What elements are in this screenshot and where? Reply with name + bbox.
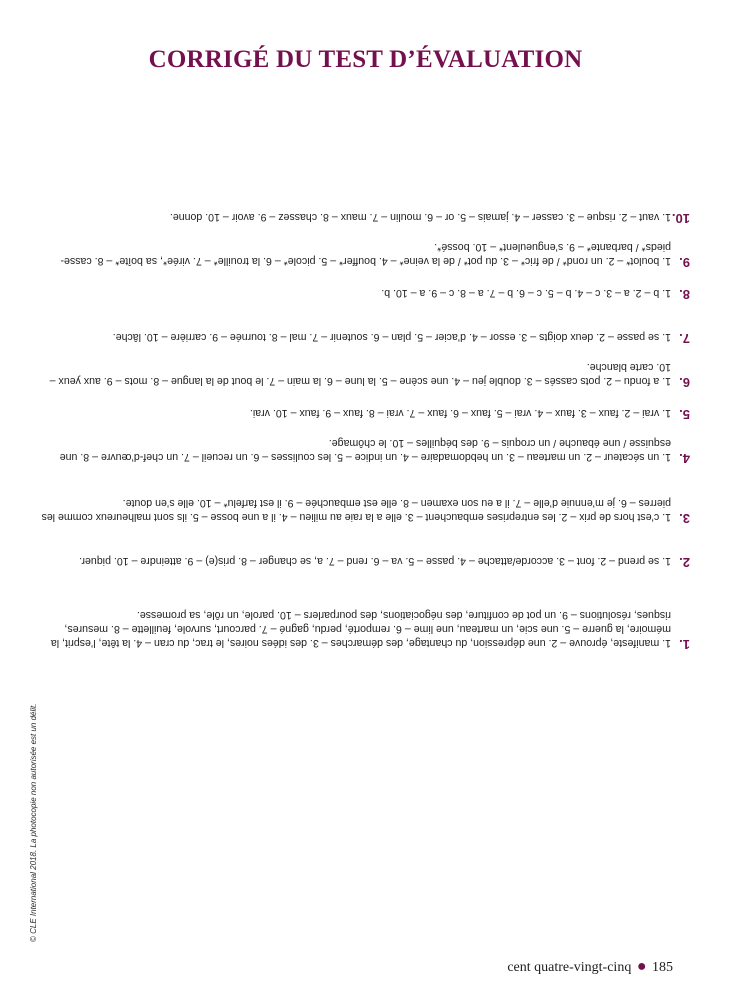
bullet-separator-icon: ●	[636, 958, 647, 975]
answer-item-5	[40, 406, 690, 420]
page-title: CORRIGÉ DU TEST D’ÉVALUATION	[148, 46, 583, 73]
answer-item-10	[40, 210, 690, 224]
answer-text: 1. manifeste, éprouve – 2. une dépression, du chantage, des démarches – 3. des idées noires, le trac, du cran – 4. la tête, l’esprit, la mémoire, la guerre – 5. une scie, un marteau, une lime – 6. remporté, perdu, gagné – 7. parcourt, survole, feuillette – 8. mesures, risques, résolutions – 9. un pot de confiture, des négociations, des pourparlers – 10. parole, un rôle, sa promesse.	[50, 608, 671, 649]
answer-number: 7.	[679, 331, 690, 346]
answer-key-rotated	[40, 190, 690, 650]
answer-item-9	[40, 240, 690, 268]
copyright-notice: © CLE International 2018. La photocopie non autorisée est un délit.	[29, 703, 38, 942]
page-number-words: cent quatre-vingt-cinq	[507, 960, 632, 975]
answer-number: 1.	[679, 637, 690, 652]
answer-text: 1. se prend – 2. font – 3. accorde/attache – 4. passe – 5. va – 6. rend – 7. a, se changer – 8. pris(e) – 9. atteindre – 10. piquer.	[79, 555, 671, 567]
answer-item-6	[40, 360, 690, 388]
answer-item-3	[40, 496, 690, 524]
answer-item-1	[40, 607, 690, 650]
answer-number: 4.	[679, 451, 690, 466]
answer-number: 3.	[679, 511, 690, 526]
answer-number: 2.	[679, 555, 690, 570]
answer-item-8	[40, 286, 690, 300]
answer-text: 1. a fondu – 2. pots cassés – 3. double jeu – 4. une scène – 5. la lune – 6. la main – 7. le bout de la langue – 8. mots – 9. aux yeux – 10. carte blanche.	[49, 360, 671, 387]
answer-text: 1. vrai – 2. faux – 3. faux – 4. vrai – 5. faux – 6. faux – 7. vrai – 8. faux – 9. faux – 10. vrai.	[249, 407, 671, 419]
answer-item-4	[40, 436, 690, 464]
answer-text: 1. b – 2. a – 3. c – 4. b – 5. c – 6. b – 7. a – 8. c – 9. a – 10. b.	[381, 287, 671, 299]
page-footer	[507, 958, 673, 976]
answer-item-2	[40, 554, 690, 568]
answer-number: 8.	[679, 287, 690, 302]
answer-number: 6.	[679, 375, 690, 390]
answer-text: 1. se passe – 2. deux doigts – 3. essor – 4. d’acier – 5. plan – 6. soutenir – 7. mal – 8. tournée – 9. carrière – 10. lâche.	[112, 331, 671, 343]
answer-text: 1. boulot* – 2. un rond* / de fric* – 3. du pot* / de la veine* – 4. bouffer* – 5. picole* – 6. la trouille* – 7. virée*, sa boîte* – 8. casse-pieds* / barbante* – 9. s’engueulent* – 10. bossé*.	[60, 240, 671, 267]
page-number: 185	[652, 960, 673, 975]
answer-text: 1. un sécateur – 2. un marteau – 3. un hebdomadaire – 4. un indice – 5. les coulisses – 6. un recueil – 7. un chef-d’œuvre – 8. une esquisse / une ébauche / un croquis – 9. des béquilles – 10. le chômage.	[59, 436, 671, 463]
answer-number: 10.	[671, 211, 690, 226]
answer-item-7	[40, 330, 690, 344]
answer-text: 1. c’est hors de prix – 2. les entreprises embauchent – 3. elle a la raie au milieu – 4. il a une bosse – 5. ils sont malheureux comme les pierres – 6. je m’ennuie d’elle – 7. il a eu son examen – 8. elle est embauchée – 9. il est farfelu* – 10. elle s’en doute.	[41, 496, 671, 523]
answer-number: 5.	[679, 407, 690, 422]
answer-text: 1. vaut – 2. risque – 3. casser – 4. jamais – 5. or – 6. moulin – 7. maux – 8. chassez – 9. avoir – 10. donne.	[169, 211, 671, 223]
answer-number: 9.	[679, 255, 690, 270]
